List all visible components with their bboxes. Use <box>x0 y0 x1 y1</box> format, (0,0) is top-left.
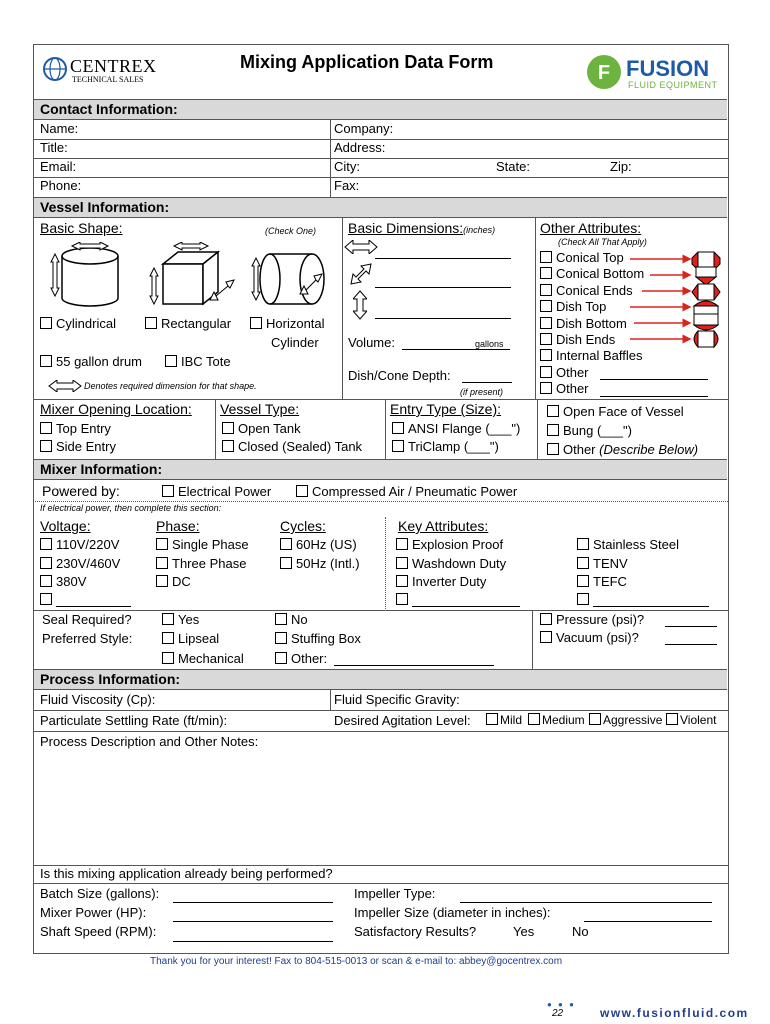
stuffing-box-checkbox[interactable] <box>275 632 287 644</box>
fax-label[interactable]: Fax: <box>334 178 360 193</box>
cycles-label: Cycles: <box>280 518 326 534</box>
mechanical-option[interactable]: Mechanical <box>162 651 244 666</box>
other-attribute-label: Dish Ends <box>556 332 616 347</box>
if-present-note: (if present) <box>460 387 504 397</box>
other-attribute-label: Other <box>556 364 589 380</box>
satisfactory-yes[interactable]: Yes <box>513 924 535 939</box>
seal-yes-checkbox[interactable] <box>162 613 174 625</box>
phase-checkbox[interactable] <box>156 538 168 550</box>
phase-label: Single Phase <box>172 537 249 552</box>
basic-dimensions-label: Basic Dimensions:(inches) <box>348 220 496 236</box>
key-attribute-right-checkbox[interactable] <box>577 575 589 587</box>
dimension-arrow-icon <box>48 380 82 392</box>
seal-other-option[interactable]: Other: <box>275 651 327 666</box>
page-number: 22 <box>552 1008 564 1019</box>
key-attribute-right-checkbox[interactable] <box>577 557 589 569</box>
top-entry-checkbox[interactable] <box>40 422 52 434</box>
shape-horizontal[interactable]: Horizontal <box>250 316 325 331</box>
key-right-other-option[interactable] <box>577 592 593 607</box>
horizontal-checkbox[interactable] <box>250 317 262 329</box>
key-attribute-right-label: TEFC <box>593 574 627 589</box>
closed-tank-option[interactable]: Closed (Sealed) Tank <box>222 439 362 454</box>
seal-no-option[interactable]: No <box>275 612 308 627</box>
cycles-option[interactable] <box>280 556 360 571</box>
dim-vertical-arrow-icon <box>353 290 367 320</box>
shape-ibc-tote[interactable]: IBC Tote <box>165 354 231 369</box>
key-other-option[interactable] <box>396 592 412 607</box>
footer-website[interactable]: www.fusionfluid.com <box>600 1006 749 1020</box>
other-attribute-option[interactable] <box>540 332 615 347</box>
phase-checkbox[interactable] <box>156 557 168 569</box>
basic-shape-label: Basic Shape: <box>40 220 123 236</box>
side-entry-checkbox[interactable] <box>40 440 52 452</box>
process-heading-band <box>34 669 727 690</box>
key-attribute-right-option[interactable] <box>577 556 628 571</box>
key-attribute-checkbox[interactable] <box>396 557 408 569</box>
top-entry-option[interactable]: Top Entry <box>40 421 111 436</box>
voltage-checkbox[interactable] <box>40 575 52 587</box>
vacuum-checkbox[interactable] <box>540 631 552 643</box>
cycles-checkbox[interactable] <box>280 538 292 550</box>
zip-label[interactable]: Zip: <box>610 159 632 174</box>
voltage-other-option[interactable] <box>40 592 56 607</box>
company-label[interactable]: Company: <box>334 121 394 136</box>
bung-checkbox[interactable] <box>547 424 559 436</box>
agitation-level-option[interactable] <box>528 713 585 727</box>
cylinder-shape-icon <box>50 242 130 312</box>
voltage-checkbox[interactable] <box>40 538 52 550</box>
other-attributes-label: Other Attributes: <box>540 220 642 236</box>
dim-horizontal-arrow-icon <box>344 240 378 254</box>
voltage-label: Voltage: <box>40 518 91 534</box>
other-describe-checkbox[interactable] <box>547 443 559 455</box>
gravity-label[interactable]: Fluid Specific Gravity: <box>334 692 460 707</box>
mixer-opening-label: Mixer Opening Location: <box>40 401 192 417</box>
voltage-checkbox[interactable] <box>40 557 52 569</box>
other-attribute-option[interactable] <box>540 250 624 265</box>
mixer-heading: Mixer Information: <box>40 461 163 477</box>
voltage-label: 380V <box>56 574 87 589</box>
cycles-label: 60Hz (US) <box>296 537 357 552</box>
triclamp-option[interactable]: TriClamp (___") <box>392 439 499 454</box>
voltage-label: 110V/220V <box>56 537 120 552</box>
other-attribute-label: Dish Bottom <box>556 315 627 331</box>
triclamp-checkbox[interactable] <box>392 440 404 452</box>
agitation-label: Desired Agitation Level: <box>334 713 471 728</box>
dim-diagonal-arrow-icon <box>349 262 373 286</box>
name-label[interactable]: Name: <box>40 121 79 136</box>
compressed-checkbox[interactable] <box>296 485 308 497</box>
mechanical-checkbox[interactable] <box>162 652 174 664</box>
key-right-other-checkbox[interactable] <box>577 593 589 605</box>
key-attribute-option[interactable] <box>396 556 506 571</box>
other-attribute-option[interactable] <box>540 283 633 298</box>
footer-thanks: Thank you for your interest! Fax to 804-515-0013 or scan & e-mail to: abbey@gocentrex.com <box>150 956 563 967</box>
key-other-checkbox[interactable] <box>396 593 408 605</box>
state-label[interactable]: State: <box>496 159 530 174</box>
entry-type-label: Entry Type (Size): <box>390 401 502 417</box>
check-one-note: (Check One) <box>265 226 317 236</box>
other-attribute-checkbox[interactable] <box>540 349 552 361</box>
key-attribute-checkbox[interactable] <box>396 575 408 587</box>
seal-other-checkbox[interactable] <box>275 652 287 664</box>
batch-size-label[interactable]: Batch Size (gallons): <box>40 886 160 901</box>
fusion-logo-sub: FLUID EQUIPMENT <box>628 80 718 90</box>
already-performed-label: Is this mixing application already being performed? <box>40 866 333 881</box>
other-describe-option[interactable]: Other (Describe Below) <box>547 442 698 457</box>
phase-option[interactable] <box>156 556 246 571</box>
process-description-label[interactable]: Process Description and Other Notes: <box>40 734 259 749</box>
other-attribute-label: Other <box>556 381 589 397</box>
contact-heading: Contact Information: <box>40 101 178 117</box>
open-tank-checkbox[interactable] <box>222 422 234 434</box>
process-heading: Process Information: <box>40 671 181 687</box>
electrical-checkbox[interactable] <box>162 485 174 497</box>
agitation-level-label: Violent <box>680 713 717 727</box>
other-attribute-checkbox[interactable] <box>540 333 552 345</box>
seal-required-label: Seal Required? <box>42 612 132 627</box>
voltage-option[interactable] <box>40 556 120 571</box>
horizontal-cylinder-shape-icon <box>250 244 340 314</box>
lipseal-checkbox[interactable] <box>162 632 174 644</box>
phone-label[interactable]: Phone: <box>40 178 82 193</box>
satisfactory-no[interactable]: No <box>572 924 589 939</box>
viscosity-label[interactable]: Fluid Viscosity (Cp): <box>40 692 156 707</box>
email-label[interactable]: Email: <box>40 159 77 174</box>
cycles-label: 50Hz (Intl.) <box>296 555 360 571</box>
voltage-option[interactable] <box>40 537 119 552</box>
shape-rectangular[interactable]: Rectangular <box>145 316 231 331</box>
svg-text:F: F <box>597 62 611 84</box>
seal-yes-option[interactable]: Yes <box>162 612 199 627</box>
closed-tank-checkbox[interactable] <box>222 440 234 452</box>
open-face-option[interactable]: Open Face of Vessel <box>547 404 684 419</box>
key-attribute-right-option[interactable] <box>577 574 627 589</box>
open-tank-option[interactable]: Open Tank <box>222 421 301 436</box>
other-attribute-checkbox[interactable] <box>540 267 552 279</box>
key-attribute-option[interactable] <box>396 537 503 552</box>
shaft-speed-label[interactable]: Shaft Speed (RPM): <box>40 924 157 939</box>
rectangular-checkbox[interactable] <box>145 317 157 329</box>
other-attribute-option[interactable] <box>540 316 627 331</box>
other-attribute-label: Dish Top <box>556 299 607 315</box>
other-attribute-option[interactable] <box>540 266 644 281</box>
phase-option[interactable] <box>156 574 191 589</box>
agitation-level-label: Mild <box>500 713 523 727</box>
open-face-checkbox[interactable] <box>547 405 559 417</box>
impeller-type-label[interactable]: Impeller Type: <box>354 886 436 901</box>
compressed-option[interactable]: Compressed Air / Pneumatic Power <box>296 484 517 499</box>
preferred-style-label: Preferred Style: <box>42 631 133 646</box>
vacuum-option[interactable]: Vacuum (psi)? <box>540 630 639 645</box>
gallons-unit: gallons <box>475 339 504 349</box>
other-attribute-checkbox[interactable] <box>540 317 552 329</box>
key-attribute-label: Inverter Duty <box>412 574 487 589</box>
other-attribute-label: Conical Bottom <box>556 266 645 282</box>
agitation-level-option[interactable] <box>666 713 716 727</box>
volume-label[interactable]: Volume: <box>348 335 395 350</box>
other-attribute-option[interactable] <box>540 299 606 314</box>
other-attribute-option[interactable] <box>540 381 589 396</box>
pressure-checkbox[interactable] <box>540 613 552 625</box>
voltage-option[interactable] <box>40 574 86 589</box>
rectangular-shape-icon <box>148 242 238 312</box>
cycles-checkbox[interactable] <box>280 557 292 569</box>
mixer-power-label[interactable]: Mixer Power (HP): <box>40 905 147 920</box>
other-attribute-label: Internal Baffles <box>556 348 643 364</box>
key-attribute-right-label: Stainless Steel <box>593 537 679 552</box>
other-attribute-checkbox[interactable] <box>540 284 552 296</box>
mixer-heading-band <box>34 459 727 480</box>
gallon-drum-checkbox[interactable] <box>40 355 52 367</box>
phase-label: Phase: <box>156 518 200 534</box>
dish-ends-icon <box>690 329 722 349</box>
key-attribute-right-label: TENV <box>593 555 628 571</box>
if-electrical-note: If electrical power, then complete this section: <box>40 503 222 513</box>
check-all-note: (Check All That Apply) <box>558 237 647 247</box>
denotes-note: Denotes required dimension for that shape. <box>84 381 257 391</box>
agitation-level-label: Aggressive <box>603 713 663 727</box>
key-attribute-label: Washdown Duty <box>412 555 507 571</box>
electrical-option[interactable]: Electrical Power <box>162 484 271 499</box>
seal-no-checkbox[interactable] <box>275 613 287 625</box>
form-title: Mixing Application Data Form <box>240 52 494 72</box>
form-frame <box>33 44 729 954</box>
voltage-label: 230V/460V <box>56 555 121 571</box>
phase-label: DC <box>172 574 191 589</box>
pressure-option[interactable]: Pressure (psi)? <box>540 612 644 627</box>
bung-option[interactable]: Bung (___") <box>547 423 632 438</box>
address-label[interactable]: Address: <box>334 140 386 155</box>
settling-label[interactable]: Particulate Settling Rate (ft/min): <box>40 713 228 728</box>
other-attribute-option[interactable] <box>540 365 589 380</box>
phase-option[interactable] <box>156 537 249 552</box>
ibc-tote-checkbox[interactable] <box>165 355 177 367</box>
powered-by-label: Powered by: <box>42 483 120 499</box>
side-entry-option[interactable]: Side Entry <box>40 439 116 454</box>
key-attribute-option[interactable] <box>396 574 486 589</box>
agitation-level-option[interactable] <box>486 713 522 727</box>
city-label[interactable]: City: <box>334 159 360 174</box>
horizontal-cylinder-label: Cylinder <box>271 335 319 350</box>
ansi-flange-option[interactable]: ANSI Flange (___") <box>392 421 520 436</box>
satisfactory-label: Satisfactory Results? <box>354 924 477 939</box>
dish-cone-depth-label[interactable]: Dish/Cone Depth: <box>348 368 451 383</box>
centrex-logo-sub: TECHNICAL SALES <box>72 75 144 84</box>
fusion-logo-main: FUSION <box>626 56 710 81</box>
agitation-level-checkbox[interactable] <box>486 713 498 725</box>
key-attribute-label: Explosion Proof <box>412 537 504 552</box>
voltage-other-checkbox[interactable] <box>40 593 52 605</box>
vessel-heading-band <box>34 197 727 218</box>
other-attribute-checkbox[interactable] <box>540 366 552 378</box>
key-attribute-right-checkbox[interactable] <box>577 538 589 550</box>
agitation-level-checkbox[interactable] <box>666 713 678 725</box>
other-attribute-label: Conical Ends <box>556 282 633 298</box>
phase-checkbox[interactable] <box>156 575 168 587</box>
other-attribute-checkbox[interactable] <box>540 300 552 312</box>
impeller-size-label[interactable]: Impeller Size (diameter in inches): <box>354 905 551 920</box>
agitation-level-option[interactable] <box>589 713 662 727</box>
lipseal-option[interactable]: Lipseal <box>162 631 219 646</box>
vessel-heading: Vessel Information: <box>40 199 170 215</box>
agitation-level-checkbox[interactable] <box>528 713 540 725</box>
vessel-type-label: Vessel Type: <box>220 401 300 417</box>
phase-label: Three Phase <box>172 555 247 571</box>
cycles-option[interactable] <box>280 537 357 552</box>
shape-cylindrical[interactable]: Cylindrical <box>40 316 116 331</box>
agitation-level-checkbox[interactable] <box>589 713 601 725</box>
title-label[interactable]: Title: <box>40 140 68 155</box>
cylindrical-checkbox[interactable] <box>40 317 52 329</box>
key-attributes-label: Key Attributes: <box>398 518 489 534</box>
shape-55-gallon[interactable]: 55 gallon drum <box>40 354 142 369</box>
centrex-logo-main: CENTREX <box>70 56 157 76</box>
ansi-flange-checkbox[interactable] <box>392 422 404 434</box>
other-attribute-option[interactable] <box>540 348 642 363</box>
other-attribute-checkbox[interactable] <box>540 251 552 263</box>
stuffing-box-option[interactable]: Stuffing Box <box>275 631 361 646</box>
agitation-level-label: Medium <box>542 713 585 727</box>
contact-heading-band <box>34 99 727 120</box>
key-attribute-checkbox[interactable] <box>396 538 408 550</box>
key-attribute-right-option[interactable] <box>577 537 679 552</box>
other-attribute-checkbox[interactable] <box>540 382 552 394</box>
page-dots-icon: ● ● ● <box>547 1000 576 1009</box>
other-attribute-label: Conical Top <box>556 250 624 265</box>
